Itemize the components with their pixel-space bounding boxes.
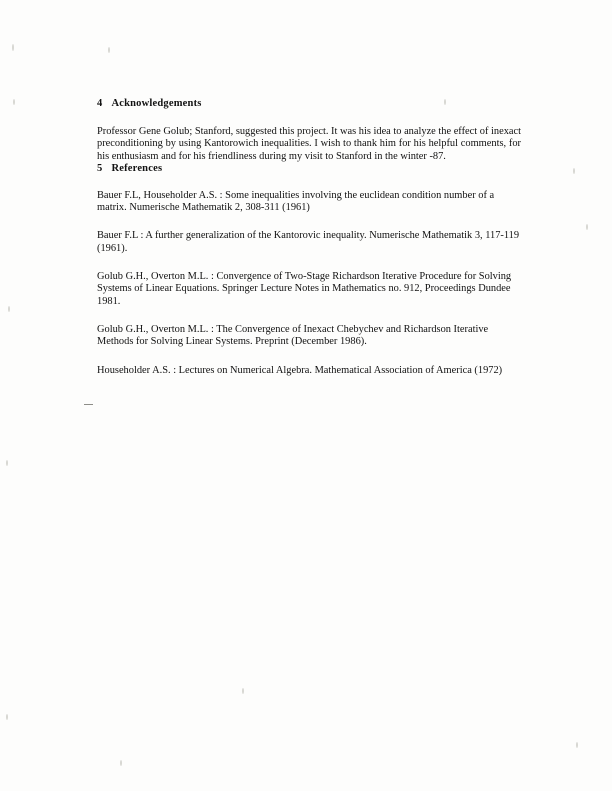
scan-speckle <box>6 460 8 466</box>
scan-speckle <box>13 99 15 105</box>
scan-speckle <box>576 742 578 748</box>
scan-speckle <box>120 760 122 766</box>
margin-dash-mark <box>84 404 93 405</box>
reference-item: Golub G.H., Overton M.L. : Convergence of Two-Stage Richardson Iterative Procedure for Solving Systems of Linear Equations. Springer Lecture Notes in Mathematics no. 912, Proceedings Dundee 1981. <box>97 271 512 307</box>
reference-item: Golub G.H., Overton M.L. : The Convergence of Inexact Chebychev and Richardson Iterative Methods for Solving Linear Systems. Preprint (December 1986). <box>97 323 489 348</box>
reference-item: Householder A.S. : Lectures on Numerical Algebra. Mathematical Association of America (1972) <box>97 364 503 376</box>
scan-speckle <box>586 224 588 230</box>
section-heading-references <box>97 163 521 174</box>
page-content <box>97 98 521 387</box>
section-number: 5 <box>97 162 103 174</box>
scan-speckle <box>12 44 14 51</box>
scan-speckle <box>108 47 110 53</box>
section-heading-acknowledgements <box>97 98 521 109</box>
scan-speckle <box>6 714 8 720</box>
scan-speckle <box>8 306 10 312</box>
reference-list <box>97 190 521 377</box>
scan-speckle <box>573 168 575 174</box>
reference-item: Bauer F.L : A further generalization of the Kantorovic inequality. Numerische Mathematik 3, 117-119 (1961). <box>97 230 520 254</box>
section-title: References <box>111 162 163 174</box>
acknowledgements-paragraph: Professor Gene Golub; Stanford, suggested this project. It was his idea to analyze the effect of inexact preconditioning by using Kantorowich inequalities. I wish to thank him for his helpful comments, for his enthusiasm and for his friendliness during my visit to Stanford in the winter -87. <box>97 126 521 162</box>
section-number: 4 <box>97 98 103 109</box>
reference-item: Bauer F.L, Householder A.S. : Some inequalities involving the euclidean condition number of a matrix. Numerische Mathematik 2, 308-311 (1961) <box>97 189 495 214</box>
section-title: Acknowledgements <box>111 98 202 109</box>
scan-speckle <box>242 688 244 694</box>
